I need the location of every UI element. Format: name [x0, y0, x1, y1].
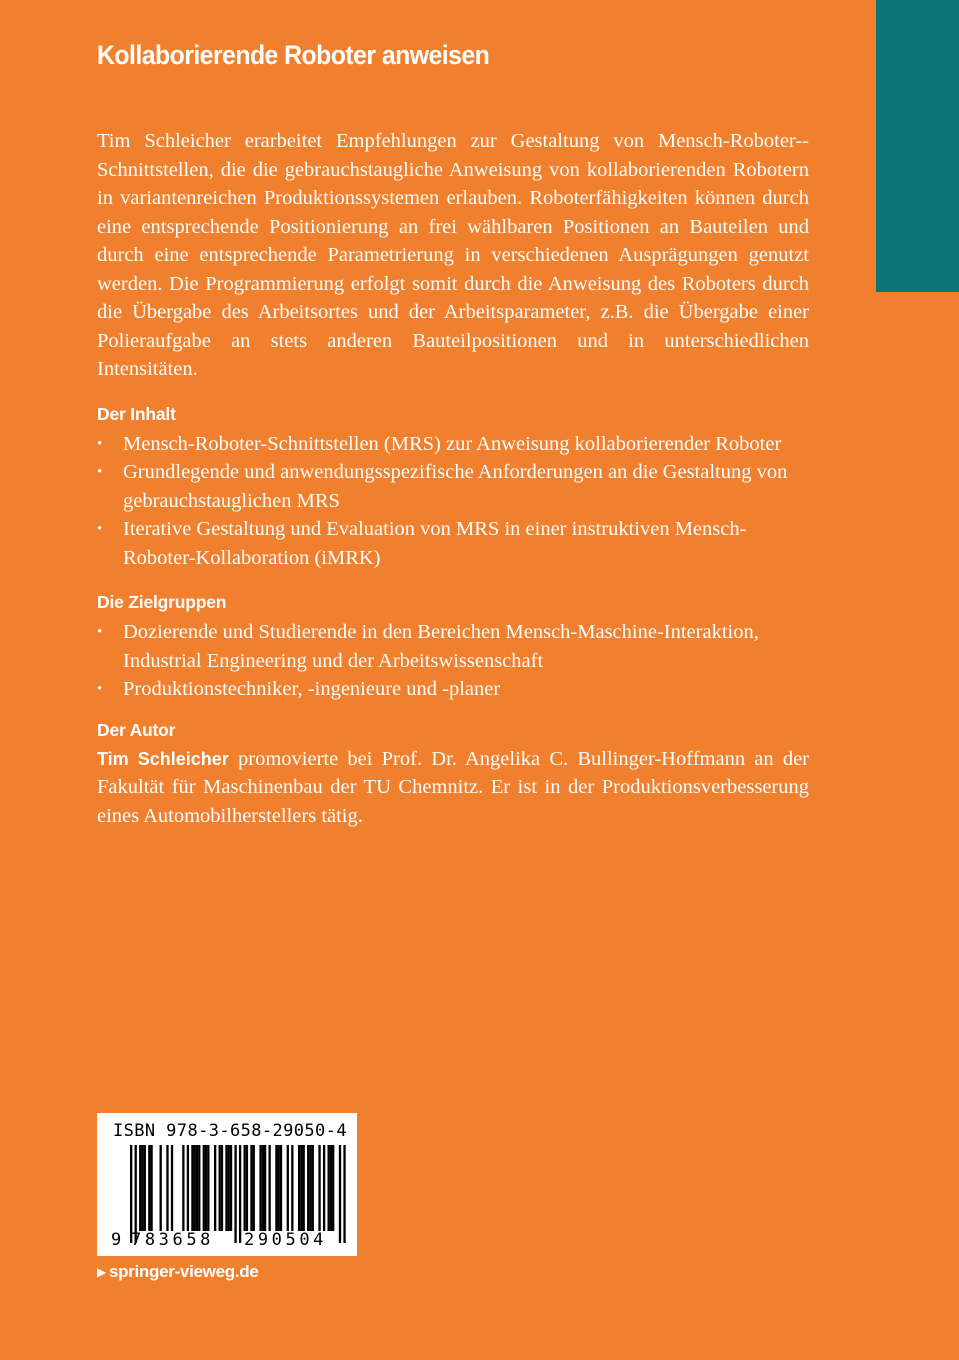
section-autor	[97, 718, 809, 831]
barcode-bar	[139, 1145, 141, 1231]
barcode-guard-bar	[239, 1145, 241, 1243]
bullet-icon: •	[97, 681, 103, 697]
website-label: springer-vieweg.de	[108, 1262, 259, 1281]
barcode-guard-bar	[234, 1145, 236, 1243]
list-item: • Dozierende und Studierende in den Bereichen Mensch-Maschine-Interaktion, Industrial Engineering und der Arbeitswissenschaft	[97, 618, 809, 675]
author-bio: promovierte bei Prof. Dr. Angelika C. Bullinger-Hoffmann an der Fakultät für Maschinenbau der TU Chemnitz. Er ist in der Produktionsverbesserung eines Automobilherstellers tätig.	[97, 747, 809, 827]
barcode-bar	[171, 1145, 173, 1231]
barcode-bar	[250, 1145, 252, 1231]
barcode-bar	[309, 1145, 311, 1231]
isbn-barcode	[97, 1113, 357, 1256]
ean-digits	[97, 1230, 357, 1254]
ean-right-digits: 290504	[244, 1230, 328, 1250]
barcode-bar	[221, 1145, 223, 1231]
barcode-bar	[166, 1145, 168, 1231]
section-heading-autor: Der Autor	[97, 719, 176, 740]
barcode-bar	[307, 1145, 309, 1231]
section-zielgruppen	[97, 590, 809, 704]
barcode-bar	[330, 1145, 332, 1231]
barcode-bar	[264, 1145, 266, 1231]
list-item: • Mensch-Roboter-Schnittstellen (MRS) zur Anweisung kollaborierender Roboter	[97, 430, 809, 459]
barcode-bar	[150, 1145, 152, 1231]
barcode-bar	[214, 1145, 216, 1231]
barcode-bar	[205, 1145, 207, 1231]
barcode-bar	[244, 1145, 246, 1231]
isbn-label: ISBN 978-3-658-29050-4	[113, 1121, 347, 1141]
barcode-bar	[187, 1145, 189, 1231]
barcode-bar	[275, 1145, 277, 1231]
barcode-guard-bar	[135, 1145, 137, 1243]
barcode-bar	[253, 1145, 255, 1231]
barcode-bar	[332, 1145, 334, 1231]
bullet-icon: •	[97, 624, 103, 640]
barcode-bar	[268, 1145, 270, 1231]
spine-color-tab	[876, 0, 959, 292]
barcode-bar	[191, 1145, 193, 1231]
bullet-icon: •	[97, 464, 103, 480]
barcode-bar	[230, 1145, 232, 1231]
barcode-bar	[219, 1145, 221, 1231]
barcode-bar	[160, 1145, 162, 1231]
barcode-guard-bar	[339, 1145, 341, 1243]
ean-first-digit: 9	[111, 1230, 122, 1250]
list-item: • Iterative Gestaltung und Evaluation von MRS in einer instruktiven Mensch-Roboter-Kollaboration (iMRK)	[97, 515, 809, 572]
barcode-bar	[312, 1145, 314, 1231]
barcode-bar	[259, 1145, 261, 1231]
book-title: Kollaborierende Roboter anweisen	[97, 40, 490, 70]
barcode-bar	[278, 1145, 280, 1231]
section-heading-zielgruppen: Die Zielgruppen	[97, 592, 227, 612]
barcode-bar	[323, 1145, 325, 1231]
barcode-bar	[148, 1145, 150, 1231]
barcode-bar	[228, 1145, 230, 1231]
barcode-bar	[196, 1145, 198, 1231]
barcode-bar	[298, 1145, 300, 1231]
list-item: • Produktionstechniker, -ingenieure und -planer	[97, 675, 809, 704]
barcode-bar	[225, 1145, 227, 1231]
barcode-bar	[207, 1145, 209, 1231]
barcode-bar	[246, 1145, 248, 1231]
inhalt-list	[97, 430, 809, 573]
ean-left-digits: 783658	[131, 1230, 215, 1250]
barcode-bar	[141, 1145, 143, 1231]
barcode-bar	[303, 1145, 305, 1231]
barcode-bar	[280, 1145, 282, 1231]
zielgruppen-list	[97, 618, 809, 704]
barcode-bar	[287, 1145, 289, 1231]
section-inhalt	[97, 402, 809, 573]
barcode-bar	[262, 1145, 264, 1231]
barcode-bar	[198, 1145, 200, 1231]
list-item: • Grundlegende und anwendungsspezifische Anforderungen an die Gestaltung von gebrauchstauglichen MRS	[97, 458, 809, 515]
barcode-bar	[194, 1145, 196, 1231]
arrow-right-icon: ▶	[97, 1265, 106, 1279]
bullet-icon: •	[97, 521, 103, 537]
website-link[interactable]	[97, 1262, 258, 1282]
barcode-bar	[318, 1145, 320, 1231]
barcode-bar	[327, 1145, 329, 1231]
author-name: Tim Schleicher	[97, 748, 229, 769]
bullet-icon: •	[97, 435, 103, 452]
barcode-bar	[291, 1145, 293, 1231]
barcode-guard-bar	[343, 1145, 345, 1243]
barcode-guard-bar	[130, 1145, 132, 1243]
barcode-bar	[182, 1145, 184, 1231]
barcode-bar	[203, 1145, 205, 1231]
barcode-bar	[300, 1145, 302, 1231]
blurb-content	[97, 127, 809, 830]
section-heading-inhalt: Der Inhalt	[97, 403, 176, 424]
author-paragraph	[97, 745, 809, 831]
intro-paragraph: Tim Schleicher erarbeitet Empfehlungen zur Gestaltung von Mensch-Roboter-Schnittstellen, die die gebrauchstaugliche Anweisung von kollaborierenden Robotern in variantenreichen Produktionssystemen erlauben. Roboterfähigkeiten können durch eine entsprechende Positionierung an frei wählbaren Positionen an Bauteilen und durch eine entsprechende Parametrierung in verschiedenen Ausprägungen genutzt werden. Die Programmierung erfolgt somit durch die Anweisung des Roboters durch die Übergabe des Arbeitsortes und der Arbeitsparameter, z.B. die Übergabe einer Polieraufgabe an stets anderen Bauteilpositionen und in unterschiedlichen Intensitäten.	[97, 130, 809, 380]
barcode-bar	[144, 1145, 146, 1231]
